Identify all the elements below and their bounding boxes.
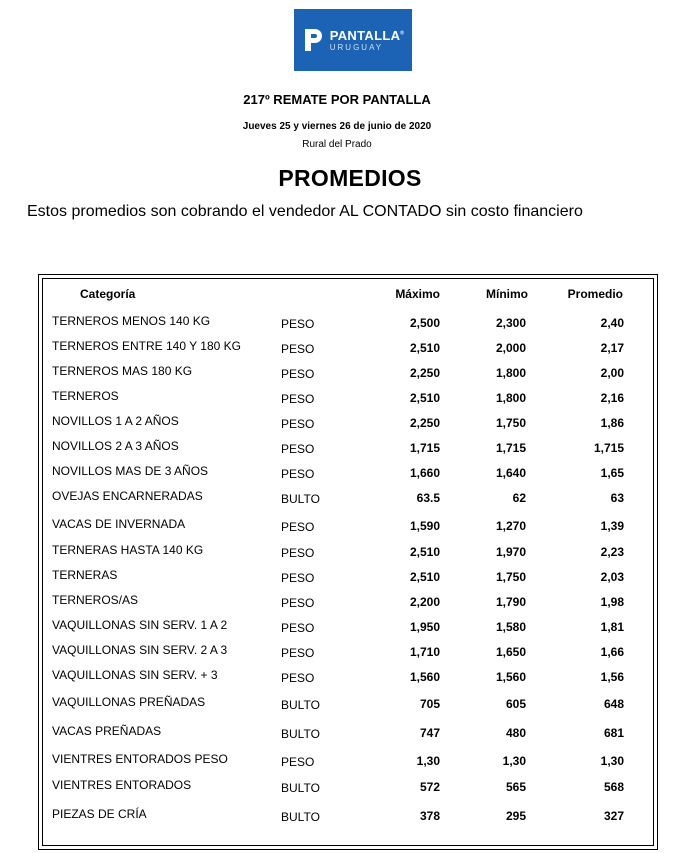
table-row (0, 620, 674, 636)
row-max: 705 (419, 697, 440, 711)
row-max: 1,30 (416, 754, 440, 768)
row-avg: 1,715 (593, 441, 624, 455)
row-unit: BULTO (281, 698, 320, 712)
row-avg: 2,16 (600, 391, 624, 405)
row-unit: BULTO (281, 727, 320, 741)
row-avg: 1,30 (600, 754, 624, 768)
row-category: NOVILLOS 2 A 3 AÑOS (52, 439, 179, 453)
auction-venue: Rural del Prado (302, 139, 372, 150)
row-unit: PESO (281, 367, 315, 381)
row-unit: PESO (281, 317, 315, 331)
logo-sub-text: URUGUAY (329, 42, 384, 52)
row-min: 1,750 (495, 570, 526, 584)
pantalla-uruguay-logo (294, 9, 412, 71)
row-max: 747 (419, 726, 440, 740)
row-category: VIENTRES ENTORADOS PESO (52, 752, 228, 766)
row-max: 1,660 (409, 466, 440, 480)
row-max: 1,950 (409, 620, 440, 634)
row-unit: PESO (281, 342, 315, 356)
table-row (0, 545, 674, 561)
row-category: VAQUILLONAS SIN SERV. + 3 (52, 668, 218, 682)
row-unit: PESO (281, 671, 315, 685)
pricing-note: Estos promedios son cobrando el vendedor AL CONTADO sin costo financiero (27, 203, 583, 220)
row-min: 1,270 (495, 519, 526, 533)
row-avg: 2,23 (600, 545, 624, 559)
row-min: 295 (505, 809, 526, 823)
row-avg: 2,00 (600, 366, 624, 380)
column-header-avg: Promedio (567, 287, 623, 301)
row-min: 605 (505, 697, 526, 711)
row-unit: BULTO (281, 810, 320, 824)
row-min: 62 (512, 491, 526, 505)
row-min: 1,560 (495, 670, 526, 684)
row-unit: PESO (281, 755, 315, 769)
row-unit: PESO (281, 546, 315, 560)
row-unit: BULTO (281, 492, 320, 506)
row-avg: 568 (603, 780, 624, 794)
row-max: 1,715 (409, 441, 440, 455)
pantalla-logo-mark-icon (302, 26, 324, 54)
row-min: 1,30 (502, 754, 526, 768)
row-max: 2,250 (409, 366, 440, 380)
column-header-max: Máximo (395, 287, 440, 301)
row-unit: PESO (281, 646, 315, 660)
table-row (0, 466, 674, 482)
logo-main-text: PANTALLA® (329, 27, 405, 43)
page-heading: PROMEDIOS (278, 165, 422, 191)
row-category: OVEJAS ENCARNERADAS (52, 489, 203, 503)
row-avg: 1,98 (600, 595, 624, 609)
table-row (0, 809, 674, 825)
row-category: VIENTRES ENTORADOS (52, 778, 192, 792)
row-max: 63.5 (416, 491, 440, 505)
row-min: 1,750 (495, 416, 526, 430)
row-min: 2,300 (495, 316, 526, 330)
row-min: 480 (505, 726, 526, 740)
table-row (0, 519, 674, 535)
row-max: 2,510 (409, 545, 440, 559)
row-min: 1,800 (495, 366, 526, 380)
row-min: 1,970 (495, 545, 526, 559)
table-row (0, 645, 674, 661)
row-unit: PESO (281, 467, 315, 481)
row-avg: 1,56 (600, 670, 624, 684)
row-min: 565 (505, 780, 526, 794)
table-row (0, 366, 674, 382)
row-avg: 327 (603, 809, 624, 823)
row-max: 1,560 (409, 670, 440, 684)
row-max: 572 (419, 780, 440, 794)
row-category: VAQUILLONAS SIN SERV. 1 A 2 (52, 618, 228, 632)
table-row (0, 670, 674, 686)
row-category: TERNEROS ENTRE 140 Y 180 KG (52, 339, 241, 353)
row-category: VACAS DE INVERNADA (52, 517, 186, 531)
row-unit: PESO (281, 596, 315, 610)
row-avg: 1,66 (600, 645, 624, 659)
row-unit: PESO (281, 571, 315, 585)
row-category: NOVILLOS 1 A 2 AÑOS (52, 414, 179, 428)
row-unit: PESO (281, 392, 315, 406)
row-category: TERNEROS MAS 180 KG (52, 364, 193, 378)
row-max: 378 (419, 809, 440, 823)
row-avg: 648 (603, 697, 624, 711)
table-row (0, 416, 674, 432)
table-row (0, 391, 674, 407)
row-category: VAQUILLONAS PREÑADAS (52, 695, 206, 709)
table-row (0, 491, 674, 507)
row-category: TERNERAS HASTA 140 KG (52, 543, 204, 557)
row-category: VAQUILLONAS SIN SERV. 2 A 3 (52, 643, 228, 657)
row-avg: 2,17 (600, 341, 624, 355)
row-unit: PESO (281, 442, 315, 456)
row-avg: 1,86 (600, 416, 624, 430)
row-min: 1,800 (495, 391, 526, 405)
row-avg: 1,39 (600, 519, 624, 533)
row-avg: 63 (610, 491, 624, 505)
column-header-min: Mínimo (486, 287, 528, 301)
row-max: 2,510 (409, 391, 440, 405)
row-unit: PESO (281, 417, 315, 431)
row-avg: 2,03 (600, 570, 624, 584)
row-avg: 681 (603, 726, 624, 740)
row-unit: PESO (281, 621, 315, 635)
row-category: VACAS PREÑADAS (52, 724, 162, 738)
table-row (0, 316, 674, 332)
row-category: TERNEROS MENOS 140 KG (52, 314, 211, 328)
auction-date: Jueves 25 y viernes 26 de junio de 2020 (242, 121, 432, 132)
table-row (0, 780, 674, 796)
table-row (0, 570, 674, 586)
column-header-category: Categoría (80, 287, 136, 301)
table-row (0, 726, 674, 742)
row-avg: 2,40 (600, 316, 624, 330)
table-row (0, 595, 674, 611)
row-category: PIEZAS DE CRÍA (52, 807, 147, 821)
auction-title: 217º REMATE POR PANTALLA (243, 92, 431, 107)
row-max: 2,510 (409, 341, 440, 355)
row-max: 2,500 (409, 316, 440, 330)
row-min: 1,640 (495, 466, 526, 480)
row-avg: 1,65 (600, 466, 624, 480)
row-category: TERNERAS (52, 568, 118, 582)
row-max: 2,510 (409, 570, 440, 584)
table-row (0, 441, 674, 457)
row-category: NOVILLOS MAS DE 3 AÑOS (52, 464, 209, 478)
row-category: TERNEROS (52, 389, 119, 403)
row-max: 2,250 (409, 416, 440, 430)
row-avg: 1,81 (600, 620, 624, 634)
row-max: 1,590 (409, 519, 440, 533)
row-min: 1,790 (495, 595, 526, 609)
row-min: 2,000 (495, 341, 526, 355)
row-min: 1,650 (495, 645, 526, 659)
table-row (0, 697, 674, 713)
table-row (0, 341, 674, 357)
table-row (0, 754, 674, 770)
row-max: 2,200 (409, 595, 440, 609)
row-min: 1,715 (495, 441, 526, 455)
row-category: TERNEROS/AS (52, 593, 139, 607)
row-unit: PESO (281, 520, 315, 534)
row-unit: BULTO (281, 781, 320, 795)
row-max: 1,710 (409, 645, 440, 659)
row-min: 1,580 (495, 620, 526, 634)
